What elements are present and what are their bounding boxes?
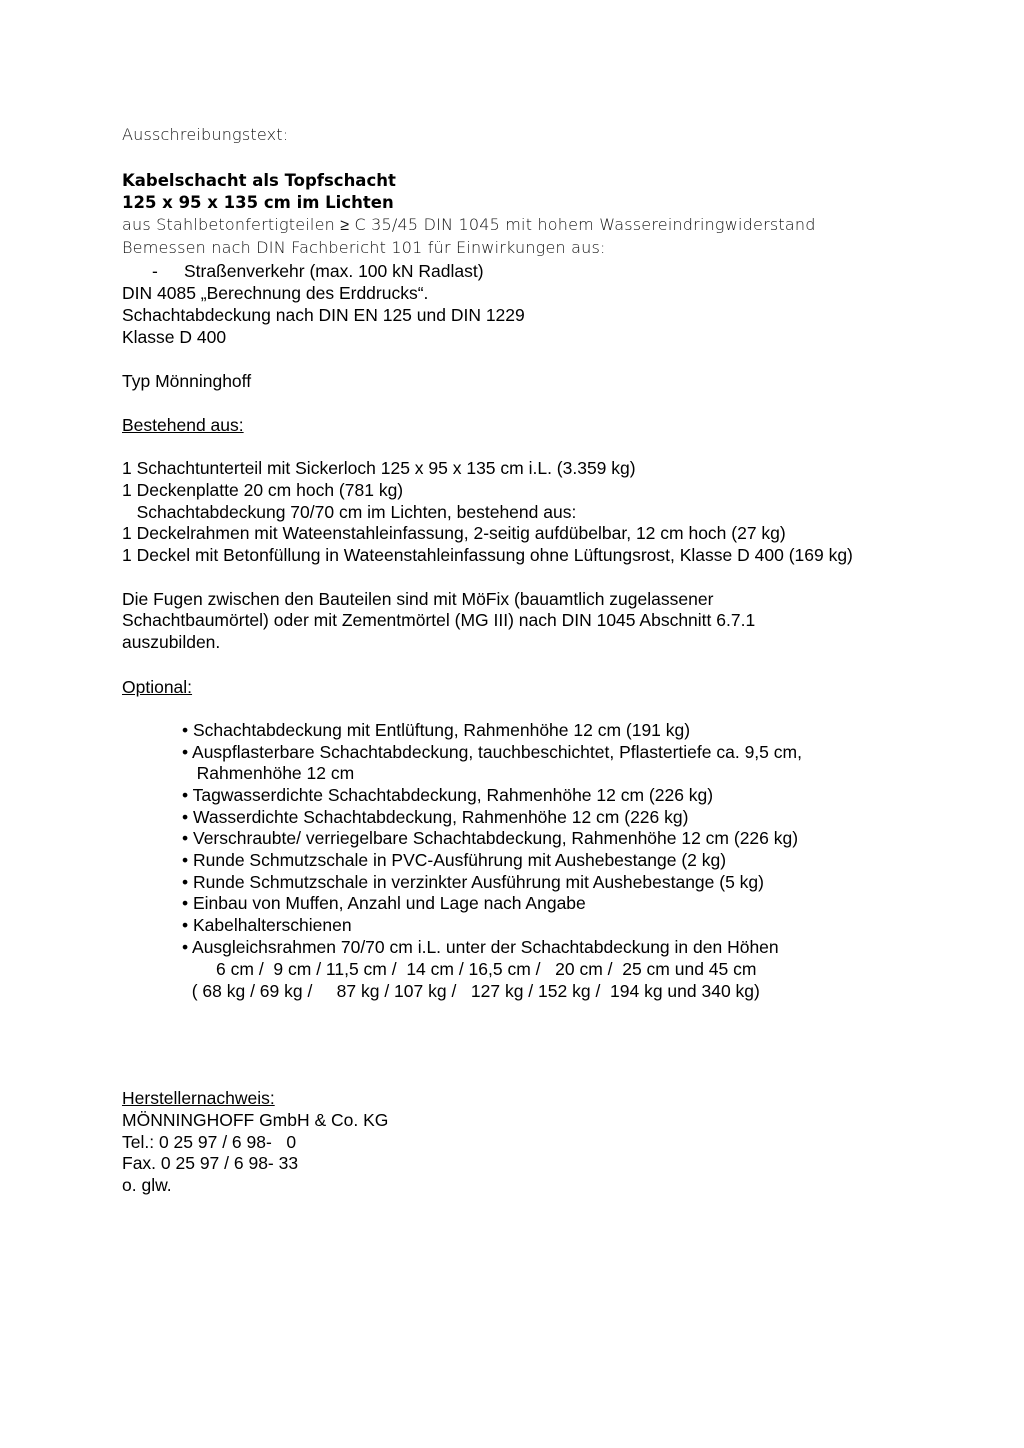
list-item: • Auspflasterbare Schachtabdeckung, tauchbeschichtet, Pflastertiefe ca. 9,5 cm, bbox=[182, 742, 802, 762]
list-item: Schachtabdeckung 70/70 cm im Lichten, bestehend aus: bbox=[122, 502, 577, 522]
intro-line: aus Stahlbetonfertigteilen ≥ C 35/45 DIN 1045 mit hohem Wassereindringwiderstand bbox=[122, 215, 816, 234]
list-item: • Kabelhalterschienen bbox=[182, 915, 352, 935]
intro-line: Bemessen nach DIN Fachbericht 101 für Einwirkungen aus: bbox=[122, 238, 606, 257]
list-item: • Tagwasserdichte Schachtabdeckung, Rahmenhöhe 12 cm (226 kg) bbox=[182, 785, 714, 805]
manufacturer-name: MÖNNINGHOFF GmbH & Co. KG bbox=[122, 1110, 389, 1130]
list-item: • Ausgleichsrahmen 70/70 cm i.L. unter der Schachtabdeckung in den Höhen bbox=[182, 937, 779, 957]
traffic-line: Straßenverkehr (max. 100 kN Radlast) bbox=[184, 261, 484, 281]
doc-subtitle: 125 x 95 x 135 cm im Lichten bbox=[122, 193, 394, 212]
list-item: • Einbau von Muffen, Anzahl und Lage nach Angabe bbox=[182, 893, 586, 913]
list-item: 1 Schachtunterteil mit Sickerloch 125 x 95 x 135 cm i.L. (3.359 kg) bbox=[122, 458, 636, 478]
manufacturer-phone: Tel.: 0 25 97 / 6 98- 0 bbox=[122, 1132, 297, 1152]
type-line: Typ Mönninghoff bbox=[122, 371, 252, 391]
joints-line: auszubilden. bbox=[122, 632, 221, 652]
list-item: • Wasserdichte Schachtabdeckung, Rahmenhöhe 12 cm (226 kg) bbox=[182, 807, 689, 827]
doc-heading: Ausschreibungstext: bbox=[122, 125, 289, 144]
list-item: 1 Deckenplatte 20 cm hoch (781 kg) bbox=[122, 480, 404, 500]
list-item: 1 Deckelrahmen mit Wateenstahleinfassung, 2-seitig aufdübelbar, 12 cm hoch (27 kg) bbox=[122, 523, 786, 543]
manufacturer-note: o. glw. bbox=[122, 1175, 172, 1195]
list-item: • Verschraubte/ verriegelbare Schachtabdeckung, Rahmenhöhe 12 cm (226 kg) bbox=[182, 828, 799, 848]
dash-bullet: - bbox=[152, 261, 158, 281]
consists-heading: Bestehend aus: bbox=[122, 415, 244, 435]
list-item: • Runde Schmutzschale in PVC-Ausführung mit Aushebestange (2 kg) bbox=[182, 850, 727, 870]
manufacturer-fax: Fax. 0 25 97 / 6 98- 33 bbox=[122, 1153, 299, 1173]
list-item: • Schachtabdeckung mit Entlüftung, Rahmenhöhe 12 cm (191 kg) bbox=[182, 720, 691, 740]
list-item: ( 68 kg / 69 kg / 87 kg / 107 kg / 127 kg / 152 kg / 194 kg und 340 kg) bbox=[182, 981, 760, 1001]
list-item: 1 Deckel mit Betonfüllung in Wateenstahleinfassung ohne Lüftungsrost, Klasse D 400 (169 kg) bbox=[122, 545, 853, 565]
joints-line: Schachtbaumörtel) oder mit Zementmörtel (MG III) nach DIN 1045 Abschnitt 6.7.1 bbox=[122, 610, 756, 630]
joints-line: Die Fugen zwischen den Bauteilen sind mit MöFix (bauamtlich zugelassener bbox=[122, 589, 714, 609]
optional-heading: Optional: bbox=[122, 677, 193, 697]
cover-norm-line: Schachtabdeckung nach DIN EN 125 und DIN 1229 bbox=[122, 305, 525, 325]
list-item: Rahmenhöhe 12 cm bbox=[182, 763, 355, 783]
din-line: DIN 4085 „Berechnung des Erddrucks“. bbox=[122, 283, 429, 303]
class-line: Klasse D 400 bbox=[122, 327, 227, 347]
doc-title: Kabelschacht als Topfschacht bbox=[122, 171, 396, 190]
list-item: • Runde Schmutzschale in verzinkter Ausführung mit Aushebestange (5 kg) bbox=[182, 872, 764, 892]
list-item: 6 cm / 9 cm / 11,5 cm / 14 cm / 16,5 cm / 20 cm / 25 cm und 45 cm bbox=[182, 959, 757, 979]
manufacturer-heading: Herstellernachweis: bbox=[122, 1088, 275, 1108]
